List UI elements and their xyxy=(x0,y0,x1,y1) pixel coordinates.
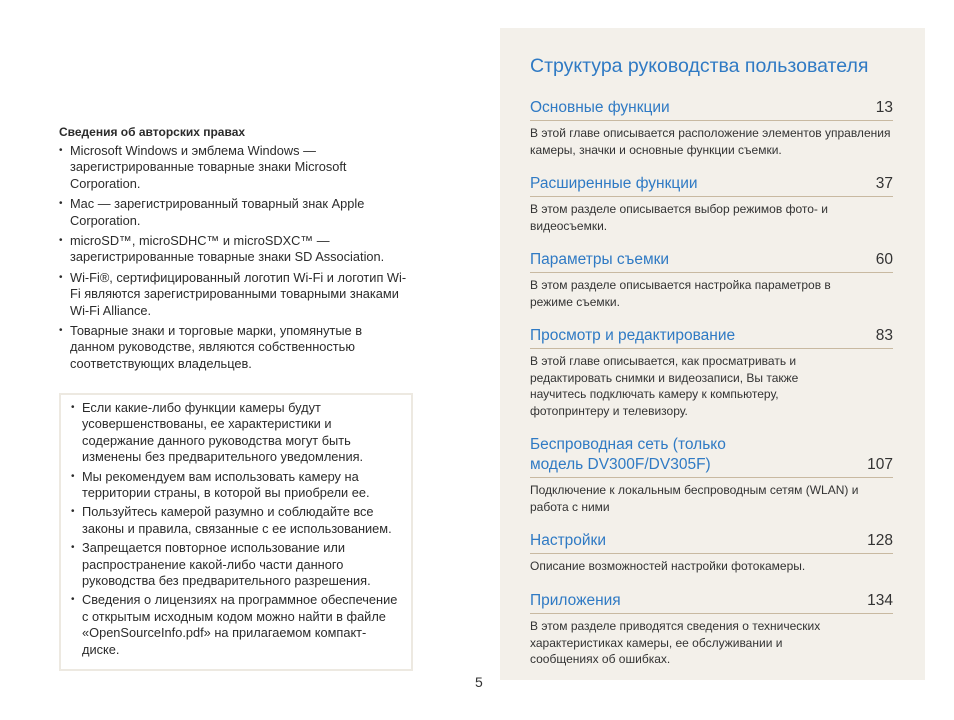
page-number: 5 xyxy=(475,674,483,690)
toc-entry-page[interactable]: 134 xyxy=(867,592,893,609)
toc-entry-page[interactable]: 60 xyxy=(875,251,893,268)
notice-item: • Мы рекомендуем вам использовать камеру на территории страны, в которой вы приобрели ее. xyxy=(71,469,401,502)
toc-entry-page[interactable]: 13 xyxy=(875,99,893,116)
toc-entry[interactable] xyxy=(530,531,893,575)
toc-entry-page[interactable]: 107 xyxy=(867,456,893,473)
notice-item: • Если какие-либо функции камеры будут усовершенствованы, ее характеристики и содержание данного руководства могут быть изменены без предварительного уведомления. xyxy=(71,400,401,466)
notice-box xyxy=(59,393,413,671)
copyright-item: • Mac — зарегистрированный товарный знак Apple Corporation. xyxy=(59,196,370,229)
notice-item: • Сведения о лицензиях на программное обеспечение с открытым исходным кодом можно найти в файле «OpenSourceInfo.pdf» на прилагаемом компакт-диске. xyxy=(71,592,401,658)
toc-entry-name[interactable]: Параметры съемки xyxy=(530,251,670,268)
toc-entry-name[interactable]: Настройки xyxy=(530,532,607,549)
copyright-item: • microSD™, microSDHC™ и microSDXC™ — зарегистрированные товарные знаки SD Association. xyxy=(59,233,415,266)
toc-entry-page[interactable]: 83 xyxy=(875,327,893,344)
toc-entry-desc: Описание возможностей настройки фотокамеры. xyxy=(530,559,806,573)
copyright-section xyxy=(59,125,409,376)
toc-entry-page[interactable]: 37 xyxy=(875,175,893,192)
toc-entry-name[interactable]: Основные функции xyxy=(530,99,670,116)
copyright-item: • Microsoft Windows и эмблема Windows — зарегистрированные товарные знаки Microsoft Corporation. xyxy=(59,143,370,192)
toc-entry[interactable] xyxy=(530,250,893,310)
notice-item: • Пользуйтесь камерой разумно и соблюдайте все законы и правила, связанные с ее использованием. xyxy=(71,504,401,537)
toc-title: Структура руководства пользователя xyxy=(530,55,869,77)
toc-entry-desc: Подключение к локальным беспроводным сетям (WLAN) и работа с ними xyxy=(530,483,859,514)
toc-entry[interactable] xyxy=(530,174,893,234)
toc-entry-desc: В этой главе описывается расположение элементов управления камеры, значки и основные функции съемки. xyxy=(530,126,891,157)
toc-entry-name[interactable]: Беспроводная сеть (только модель DV300F/DV305F) xyxy=(530,436,726,473)
toc-entry-desc: В этом разделе описывается настройка параметров в режиме съемки. xyxy=(530,278,831,309)
toc-entry-name[interactable]: Просмотр и редактирование xyxy=(530,327,736,344)
copyright-item: • Wi-Fi®, сертифицированный логотип Wi-Fi и логотип Wi-Fi являются зарегистрированными товарными знаками Wi-Fi Alliance. xyxy=(59,270,415,319)
toc-entry-desc: В этом разделе описывается выбор режимов фото- и видеосъемки. xyxy=(530,202,828,233)
toc-entry-page[interactable]: 128 xyxy=(867,532,893,549)
toc-entry-desc: В этом разделе приводятся сведения о технических характеристиках камеры, ее обслуживании и сообщениях об ошибках. xyxy=(530,619,821,667)
toc-entry-name[interactable]: Расширенные функции xyxy=(530,175,698,192)
copyright-item: • Товарные знаки и торговые марки, упомянутые в данном руководстве, являются собственностью соответствующих владельцев. xyxy=(59,323,390,372)
toc-entry[interactable] xyxy=(530,326,893,419)
toc-entry-name[interactable]: Приложения xyxy=(530,592,621,609)
copyright-list xyxy=(59,143,409,372)
toc-panel xyxy=(500,28,925,680)
toc-entry[interactable] xyxy=(530,591,893,668)
toc-entry-desc: В этой главе описывается, как просматривать и редактировать снимки и видеозаписи, Вы также научитесь подключать камеру к компьютеру, фотопринтеру и телевизору. xyxy=(530,354,799,418)
notice-list xyxy=(71,400,401,658)
toc-entry[interactable] xyxy=(530,435,893,515)
toc-entry[interactable] xyxy=(530,98,893,158)
copyright-heading: Сведения об авторских правах xyxy=(59,125,246,139)
notice-item: • Запрещается повторное использование или распространение какой-либо части данного руководства без предварительного разрешения. xyxy=(71,540,401,589)
